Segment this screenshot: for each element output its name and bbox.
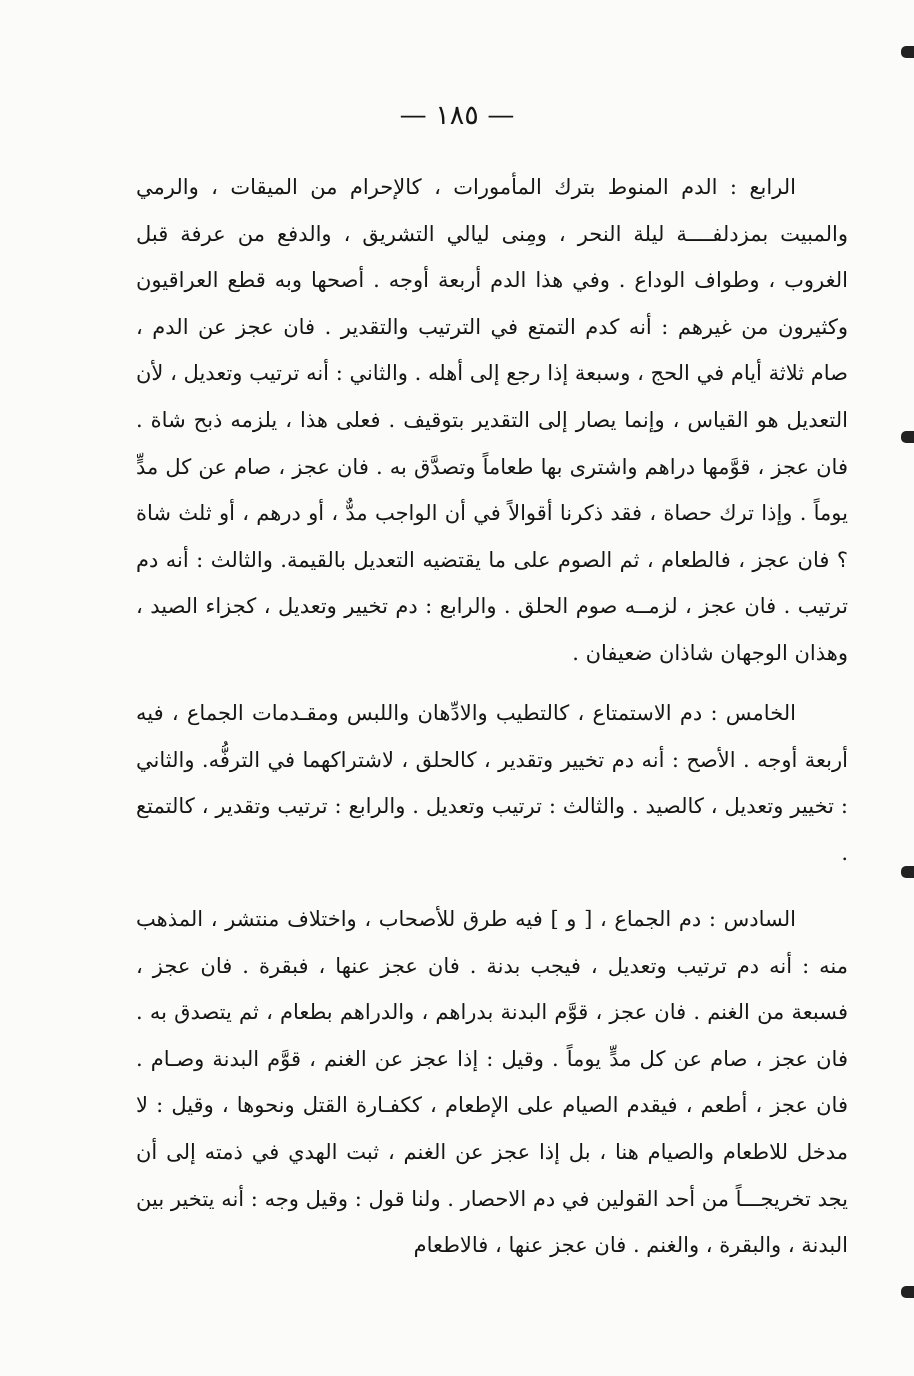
- paragraph-4-fourth-blood: الرابع : الدم المنوط بترك المأمورات ، كالإحرام من الميقات ، والرمي والمبيت بمزدلفــــة ليلة النحر ، ومِنى ليالي التشريق ، والدفع من عرفة قبل الغروب ، وطواف الوداع . وفي هذا الدم أربعة أوجه . أصحها وبه قطع العراقيون وكثيرون من غيرهم : أنه كدم التمتع في الترتيب والتقدير . فان عجز عن الدم ، صام ثلاثة أيام في الحج ، وسبعة إذا رجع إلى أهله . والثاني : أنه ترتيب وتعديل ، لأن التعديل هو القياس ، وإنما يصار إلى التقدير بتوقيف . فعلى هذا ، يلزمه ذبح شاة . فان عجز ، قوَّمها دراهم واشترى بها طعاماً وتصدَّق به . فان عجز ، صام عن كل مدٍّ يوماً . وإذا ترك حصاة ، فقد ذكرنا أقوالاً في أن الواجب مدٌّ ، أو درهم ، أو ثلث شاة ؟ فان عجز ، فالطعام ، ثم الصوم على ما يقتضيه التعديل بالقيمة. والثالث : أنه دم ترتيب . فان عجز ، لزمــه صوم الحلق . والرابع : دم تخيير وتعديل ، كجزاء الصيد ، وهذان الوجهان شاذان ضعيفان .: [136, 175, 848, 665]
- page-edge-mark: [901, 866, 914, 878]
- page-number: — ١٨٥ —: [399, 100, 515, 131]
- page-edge-mark: [901, 431, 914, 443]
- paragraph-5-enjoyment-blood: الخامس : دم الاستمتاع ، كالتطيب والادِّهان واللبس ومقـدمات الجماع ، فيه أربعة أوجه . الأصح : أنه دم تخيير وتقدير ، كالحلق ، لاشتراكهما في الترفُّه. والثاني : تخيير وتعديل ، كالصيد . والثالث : ترتيب وتعديل . والرابع : ترتيب وتقدير ، كالتمتع .: [136, 701, 848, 865]
- paragraph-6-intercourse-blood: السادس : دم الجماع ، [ و ] فيه طرق للأصحاب ، واختلاف منتشر ، المذهب منه : أنه دم ترتيب وتعديل ، فيجب بدنة . فان عجز عنها ، فبقرة . فان عجز ، فسبعة من الغنم . فان عجز ، قوَّم البدنة بدراهم ، والدراهم بطعام ، ثم يتصدق به . فان عجز ، صام عن كل مدٍّ يوماً . وقيل : إذا عجز عن الغنم ، قوَّم البدنة وصـام . فان عجز ، أطعم ، فيقدم الصيام على الإطعام ، ككفـارة القتل ونحوها ، وقيل : لا مدخل للاطعام والصيام هنا ، بل إذا عجز عن الغنم ، ثبت الهدي في ذمته إلى أن يجد تخريجـــاً من أحد القولين في دم الاحصار . ولنا قول : وقيل وجه : أنه يتخير بين البدنة ، والبقرة ، والغنم . فان عجز عنها ، فالاطعام: [136, 907, 848, 1258]
- page-edge-mark: [901, 46, 914, 58]
- page-edge-mark: [901, 1286, 914, 1298]
